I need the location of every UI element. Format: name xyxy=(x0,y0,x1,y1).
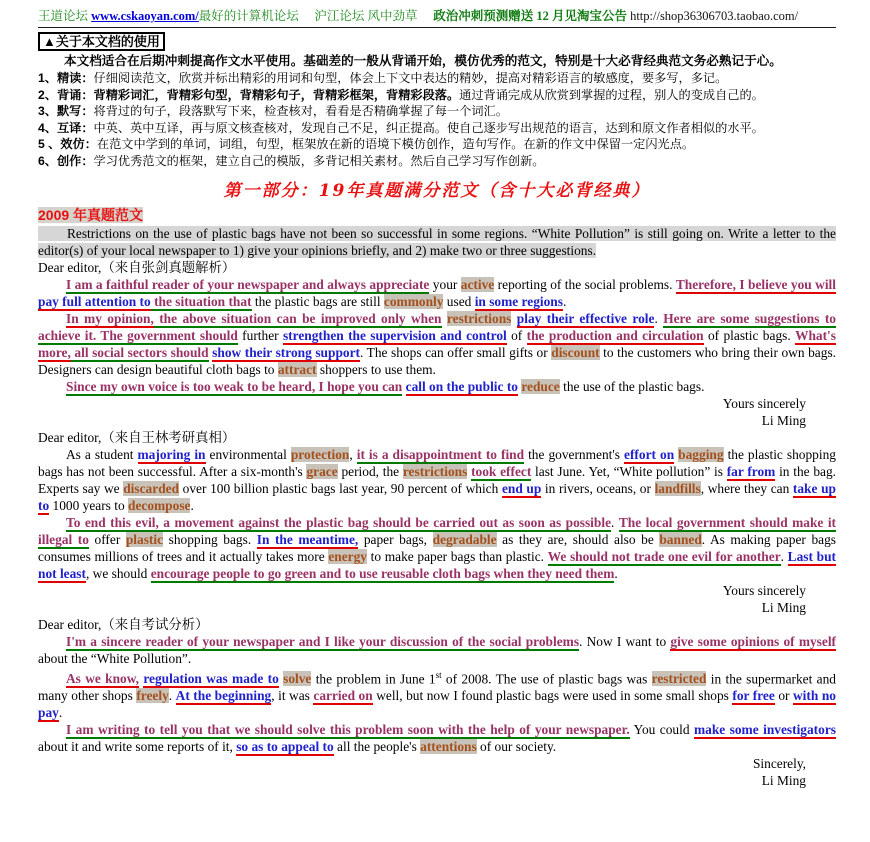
text-segment: last June. Yet, “White pollution” is xyxy=(531,464,727,479)
text-segment: in the bag. Experts say we xyxy=(38,464,836,496)
text-segment: restrictions xyxy=(402,464,468,479)
tip-label: 精读： xyxy=(56,71,94,85)
text-segment: end up xyxy=(501,481,542,496)
text-segment: What's more, xyxy=(38,328,836,360)
text-segment: I'm a sincere reader of your newspaper and I like your discussion of the social problems xyxy=(66,634,580,649)
closing-line: Sincerely, xyxy=(752,756,806,772)
text-segment: . xyxy=(190,498,194,513)
paragraph xyxy=(38,378,836,395)
text-segment: . xyxy=(611,515,619,530)
text-segment: offer xyxy=(88,532,126,547)
text-segment: in some regions xyxy=(474,294,563,309)
text-segment: . As making paper bags consumes millions of trees and it actually takes more xyxy=(38,532,836,564)
tip-item xyxy=(38,136,836,153)
salutation-line: Dear editor,（来自张剑真题解析） xyxy=(38,260,236,275)
tip-label: 效仿： xyxy=(60,137,97,151)
text-segment: commonly xyxy=(383,294,444,309)
closing-line: Li Ming xyxy=(761,600,806,615)
tip-item xyxy=(38,153,836,170)
text-segment: We should not trade one evil for another xyxy=(547,549,781,564)
text-segment: . xyxy=(58,705,63,721)
text-segment: active xyxy=(460,277,495,292)
paragraph xyxy=(38,276,836,310)
text-segment: all social sectors should xyxy=(70,345,209,360)
text-segment: so as to appeal to xyxy=(236,739,334,755)
text-segment: bagging xyxy=(678,447,724,462)
paragraph xyxy=(38,446,836,514)
text-segment: protection xyxy=(290,447,350,462)
intro-paragraph: 本文档适合在后期冲刺提高作文水平使用。基础差的一般从背诵开始，模仿优秀的范文，特别是十大必背经典范文务必熟记于心。 xyxy=(64,54,782,68)
text-segment: show their strong support xyxy=(212,345,360,360)
text-segment: restricted xyxy=(651,671,707,687)
text-segment: degradable xyxy=(432,532,497,547)
text-segment: , where they can xyxy=(700,481,793,496)
text-segment: the problem in June 1 xyxy=(311,671,436,687)
text-segment: or xyxy=(774,688,794,704)
text-segment: the production and circulation xyxy=(526,328,704,343)
text-segment: call on the public to xyxy=(405,379,518,394)
text-segment: As a student xyxy=(66,447,138,462)
text-segment: . xyxy=(654,311,664,326)
text-segment: further xyxy=(237,328,283,343)
text-segment: You could xyxy=(629,722,694,738)
text-segment: encourage people to go green and to use reusable cloth bags when they need them xyxy=(150,566,615,581)
text-segment: plastic xyxy=(125,532,164,547)
tip-label: 创作： xyxy=(56,153,94,168)
tip-label: 背诵：背精彩词汇，背精彩句型，背精彩句子，背精彩框架，背精彩段落。 xyxy=(56,87,460,102)
text-segment: as they are, should also be xyxy=(496,532,660,547)
text-segment: As we know, xyxy=(66,671,139,687)
paragraph xyxy=(38,514,836,582)
text-segment: over 100 billion plastic bags last year, 90 percent of which xyxy=(179,481,502,496)
text-segment: shopping bags. xyxy=(163,532,257,547)
text-segment: . xyxy=(168,688,176,704)
text-segment: of 2008. The use of plastic bags was xyxy=(441,671,652,687)
tip-label: 互译： xyxy=(56,120,94,135)
text-segment: the government's xyxy=(524,447,625,462)
tip-number: 1、 xyxy=(38,71,57,85)
text-segment: The local government should make it illegal to xyxy=(38,515,837,547)
text-segment: restrictions xyxy=(446,311,512,326)
part-title: 第一部分：19年真题满分范文（含十大必背经典） xyxy=(223,181,651,201)
text-segment: , it was xyxy=(271,688,314,704)
closing-line: Yours sincerely xyxy=(722,583,806,598)
tip-text: 仔细阅读范文，欣赏并标出精彩的用词和句型，体会上下文中表达的精妙，提高对精彩语言的敏感度，要多写，多记。 xyxy=(93,71,728,85)
text-segment: solve xyxy=(283,671,312,687)
text-segment: give some opinions of myself xyxy=(670,634,836,649)
text-segment: , we should xyxy=(85,566,151,581)
text-segment: period, the xyxy=(337,464,403,479)
tip-text: 中英、英中互译，再与原文核查核对，发现自己不足，纠正提高。使自己逐步写出规范的语言，达到和原文作者相似的水平。 xyxy=(93,120,764,135)
text-segment: it is a disappointment to find xyxy=(356,447,525,462)
text-segment: Therefore, I believe you will xyxy=(675,277,836,292)
year-section-label-row xyxy=(38,206,836,225)
text-segment: take up to xyxy=(38,481,836,513)
tips-list xyxy=(38,70,836,169)
text-segment: majoring in xyxy=(137,447,206,462)
text-segment: In my opinion, xyxy=(66,311,154,326)
salutation-line: Dear editor,（来自考试分析） xyxy=(38,617,209,632)
closing-line: Li Ming xyxy=(761,773,806,789)
text-segment: I am a faithful reader of your newspaper and always appreciate xyxy=(66,277,430,292)
document-body xyxy=(38,225,836,789)
usage-section xyxy=(38,28,836,169)
tip-number: 6、 xyxy=(38,153,57,168)
text-segment: reduce xyxy=(521,379,560,394)
text-segment: In the meantime, xyxy=(256,532,359,547)
text-segment: landfills xyxy=(654,481,701,496)
text-segment: regulation was made to xyxy=(143,671,279,687)
text-segment: reporting of the social problems. xyxy=(494,277,676,292)
text-segment: 1000 years to xyxy=(49,498,128,513)
text-segment: paper bags, xyxy=(358,532,433,547)
header-forum-tagline: 最好的计算机论坛 沪江论坛 风中劲草 xyxy=(198,9,434,23)
text-segment: . xyxy=(562,294,567,309)
text-segment: to make paper bags than plastic. xyxy=(366,549,548,564)
text-segment: effort on xyxy=(624,447,675,462)
text-segment: well, but now I found plastic bags were used in some small shops xyxy=(372,688,733,704)
text-segment: shoppers to use them. xyxy=(316,362,436,377)
text-segment: about the “White Pollution”. xyxy=(38,651,192,666)
text-segment: for free xyxy=(732,688,775,704)
text-segment: your xyxy=(429,277,461,292)
tip-number: 2、 xyxy=(38,87,57,102)
year-section-label: 2009 年真题范文 xyxy=(38,207,144,223)
text-segment: the above situation can be improved only when xyxy=(153,311,442,326)
text-segment: , xyxy=(349,447,357,462)
usage-box-title: ▲关于本文档的使用 xyxy=(38,32,165,51)
text-segment: far from xyxy=(726,464,776,479)
text-segment: . xyxy=(614,566,618,581)
text-segment: . Now I want to xyxy=(579,634,671,649)
paragraph xyxy=(38,667,836,721)
text-segment: I am writing to tell you that we should solve this problem soon with the help of your newspaper. xyxy=(66,722,630,738)
tip-text: 通过背诵完成从欣赏到掌握的过程，别人的变成自己的。 xyxy=(459,87,764,102)
text-segment: discarded xyxy=(123,481,180,496)
text-segment: of our society. xyxy=(476,739,557,755)
text-segment: used xyxy=(443,294,475,309)
text-segment: Since my own voice is too weak to be heard, I hope you can xyxy=(66,379,403,394)
text-segment: strengthen the supervision and control xyxy=(282,328,507,343)
text-segment: Restrictions on the use of plastic bags have not been so successful in some regions. “White Pollution” is still going on. Write a letter to the editor(s) of your local newspaper to 1) give your opinions briefly, and 2) make two or three suggestions. xyxy=(38,226,836,258)
header-link[interactable]: www.cskaoyan.com/ xyxy=(91,9,199,23)
text-segment: the use of the plastic bags. xyxy=(559,379,705,394)
paragraph xyxy=(38,721,836,755)
text-segment: carried on xyxy=(313,688,373,704)
text-segment: with no pay xyxy=(38,688,836,721)
text-segment: . xyxy=(780,549,788,564)
text-segment: the plastic shopping bags has not been successful. After a six-month's xyxy=(38,447,836,479)
tip-number: 3、 xyxy=(38,104,57,118)
text-segment: the plastic bags are still xyxy=(251,294,384,309)
text-segment: environmental xyxy=(205,447,291,462)
tip-item xyxy=(38,87,836,104)
text-segment: about it and write some reports of it, xyxy=(38,739,237,755)
salutation-line: Dear editor,（来自王林考研真相） xyxy=(38,430,236,445)
header-shop-url[interactable]: http://shop36306703.taobao.com/ xyxy=(630,9,799,23)
header-promo-text: 政治冲刺预测赠送 12 月见淘宝公告 xyxy=(433,9,631,23)
text-segment: of plastic bags. xyxy=(703,328,796,343)
page-header xyxy=(38,8,836,28)
closing-line: Yours sincerely xyxy=(722,396,806,411)
text-segment: Here are some suggestions to achieve it. The government should xyxy=(38,311,837,343)
tip-item xyxy=(38,70,836,87)
tip-item xyxy=(38,120,836,137)
tip-item xyxy=(38,103,836,120)
text-segment: attract xyxy=(277,362,317,377)
text-segment: st xyxy=(435,670,442,680)
text-segment: banned xyxy=(659,532,702,547)
text-segment: freely xyxy=(136,688,169,704)
tip-text: 将背过的句子，段落默写下来，检查核对，看看是否精确掌握了每一个词汇。 xyxy=(93,104,508,118)
text-segment: pay full attention to xyxy=(38,294,151,309)
paragraph xyxy=(38,225,836,259)
text-segment: of xyxy=(506,328,527,343)
tip-text: 学习优秀范文的框架，建立自己的模版，多背记相关素材。然后自己学习写作创新。 xyxy=(93,153,545,168)
text-segment: play their effective role xyxy=(516,311,655,326)
paragraph xyxy=(38,310,836,378)
closing-line: Li Ming xyxy=(761,413,806,428)
text-segment: attentions xyxy=(420,739,477,755)
text-segment: grace xyxy=(306,464,338,479)
header-forum-name: 王道论坛 xyxy=(38,9,92,23)
text-segment: all the people's xyxy=(333,739,421,755)
text-segment: took effect xyxy=(471,464,532,479)
text-segment xyxy=(511,311,516,326)
text-segment: discount xyxy=(551,345,600,360)
text-segment: in rivers, oceans, or xyxy=(541,481,655,496)
paragraph xyxy=(38,633,836,667)
tip-number: 5 、 xyxy=(38,137,61,151)
tip-label: 默写： xyxy=(56,104,94,118)
text-segment: the situation that xyxy=(150,294,252,309)
tip-number: 4、 xyxy=(38,120,57,135)
text-segment: make some investigators xyxy=(693,722,836,738)
text-segment: Last but not least xyxy=(38,549,836,581)
text-segment: decompose xyxy=(128,498,191,513)
text-segment: To end this evil, a movement against the plastic bag should be carried out as soon as possible xyxy=(66,515,612,530)
text-segment: to the customers who bring their own bags. Designers can design beautiful cloth bags to xyxy=(38,345,836,377)
text-segment: At the beginning xyxy=(175,688,272,704)
text-segment: energy xyxy=(328,549,367,564)
tip-text: 在范文中学到的单词，词组，句型，框架放在新的语境下模仿创作，造句写作。在新的作文中保留一定闪光点。 xyxy=(96,137,695,151)
text-segment: . The shops can offer small gifts or xyxy=(360,345,552,360)
text-segment: in the supermarket and many other shops xyxy=(38,671,836,704)
